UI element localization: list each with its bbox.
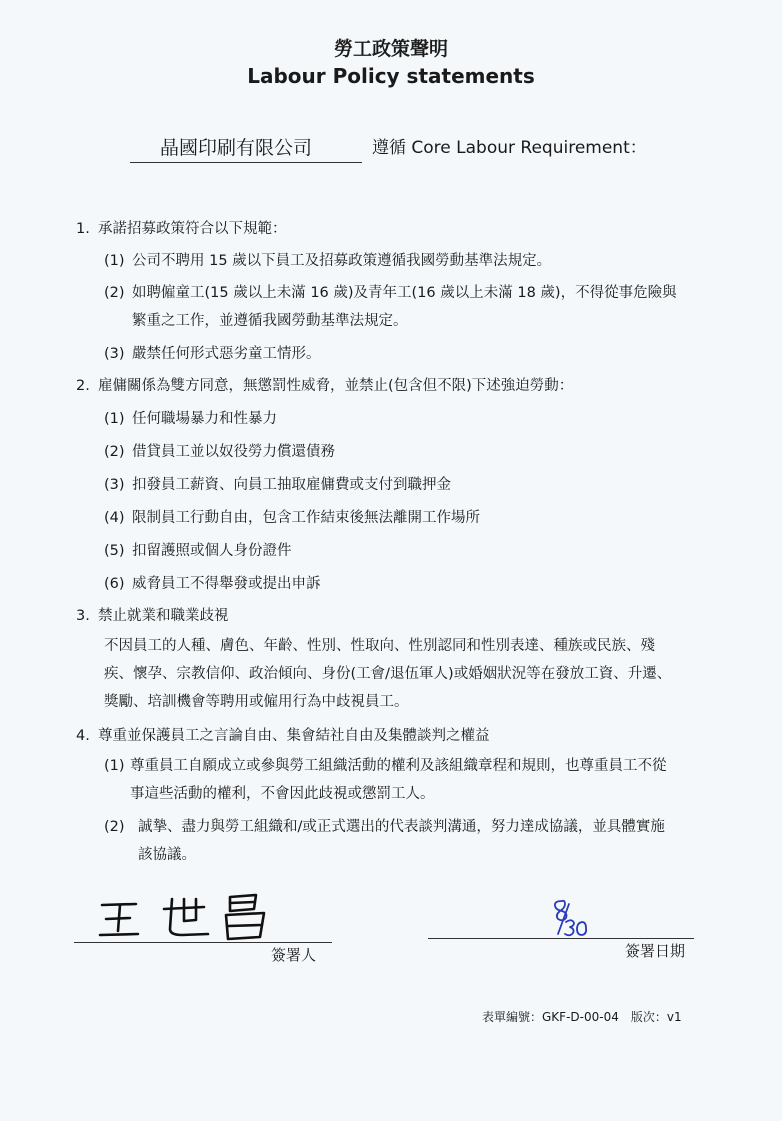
section-3-paragraph-line-1: 不因員工的人種、膚色、年齡、性別、性取向、性別認同和性別表達、種族或民族、殘: [104, 638, 655, 654]
section-2-item-6: (6) 威脅員工不得舉發或提出申訴: [104, 576, 321, 592]
comply-text: 遵循 Core Labour Requirement：: [372, 138, 647, 158]
section-2-item-2: (2) 借貸員工並以奴役勞力償還債務: [104, 444, 335, 460]
section-1-item-2-cont: 繁重之工作，並遵循我國勞動基準法規定。: [132, 313, 408, 329]
section-1-item-2: (2) 如聘僱童工(15 歲以上未滿 16 歲)及青年工(16 歲以上未滿 18 歲)，不得從事危險與: [104, 285, 677, 301]
section-4-item-1: (1) 尊重員工自願成立或參與勞工組織活動的權利及該組織章程和規則，也尊重員工不從: [104, 758, 667, 774]
section-3-paragraph-line-2: 疾、懷孕、宗教信仰、政治傾向、身份(工會/退伍軍人)或婚姻狀況等在發放工資、升遷、: [104, 666, 672, 682]
section-3-paragraph-line-3: 獎勵、培訓機會等聘用或僱用行為中歧視員工。: [104, 694, 409, 710]
signer-label: 簽署人: [271, 946, 317, 964]
date-mark: [546, 898, 596, 942]
section-2-item-5: (5) 扣留護照或個人身份證件: [104, 543, 292, 559]
section-2-item-1: (1) 任何職場暴力和性暴力: [104, 411, 277, 427]
signer-line: [74, 942, 332, 943]
form-footer: 表單編號：GKF-D-00-04 版次：v1: [482, 1010, 682, 1024]
company-underline: [130, 162, 362, 163]
section-1-item-1: (1) 公司不聘用 15 歲以下員工及招募政策遵循我國勞動基準法規定。: [104, 253, 552, 269]
title-zh: 勞工政策聲明: [333, 38, 448, 60]
section-3-heading: 3. 禁止就業和職業歧視: [76, 608, 229, 624]
title-en: Labour Policy statements: [247, 64, 535, 88]
section-1-heading: 1. 承諾招募政策符合以下規範：: [76, 221, 287, 237]
section-4-item-2: (2) 誠摯、盡力與勞工組織和/或正式選出的代表談判溝通，努力達成協議，並具體實施: [104, 819, 665, 835]
date-line: [428, 938, 694, 939]
date-label: 簽署日期: [625, 942, 686, 960]
section-2-heading: 2. 雇傭關係為雙方同意，無懲罰性威脅，並禁止(包含但不限)下述強迫勞動：: [76, 378, 574, 394]
section-1-item-3: (3) 嚴禁任何形式惡劣童工情形。: [104, 346, 321, 362]
company-name: 晶國印刷有限公司: [160, 137, 313, 159]
section-4-item-2-cont: 該協議。: [138, 847, 196, 863]
signature-mark: [100, 895, 280, 945]
section-4-heading: 4. 尊重並保護員工之言論自由、集會結社自由及集體談判之權益: [76, 728, 490, 744]
section-4-item-1-cont: 事這些活動的權利，不會因此歧視或懲罰工人。: [130, 786, 435, 802]
section-2-item-3: (3) 扣發員工薪資、向員工抽取雇傭費或支付到職押金: [104, 477, 451, 493]
section-2-item-4: (4) 限制員工行動自由，包含工作結束後無法離開工作場所: [104, 510, 480, 526]
